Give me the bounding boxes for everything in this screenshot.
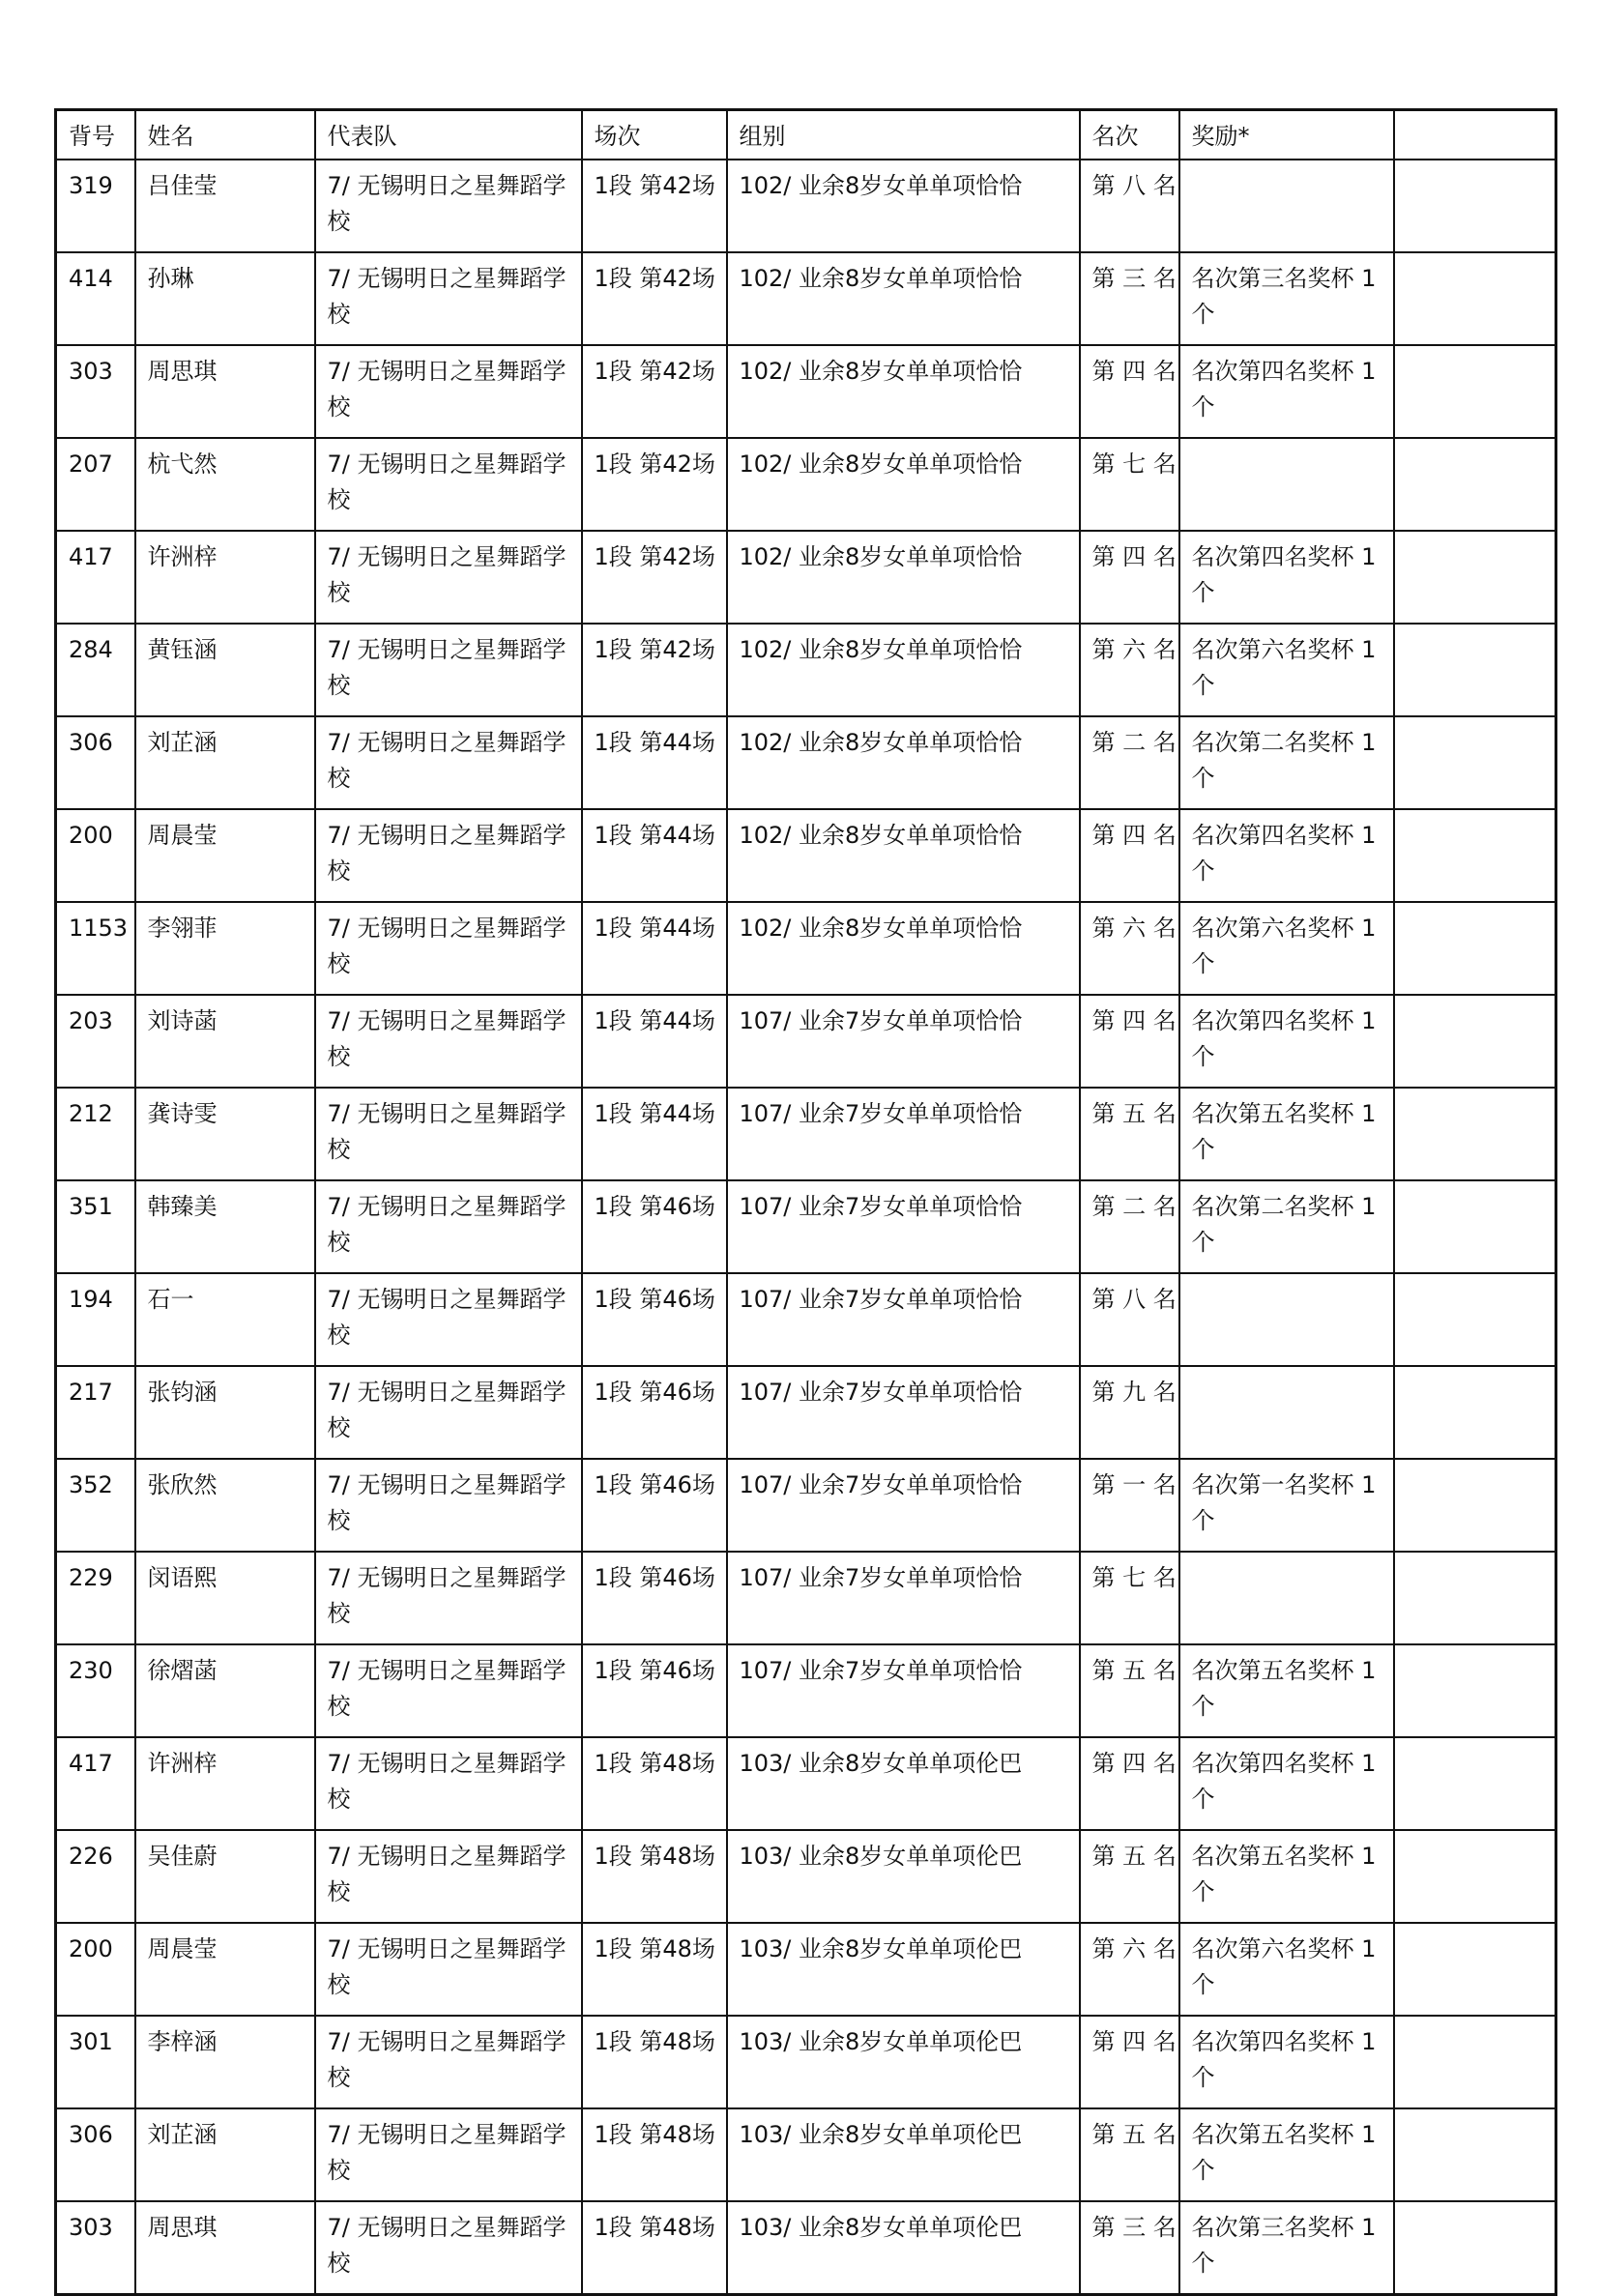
- cell-bib: 217: [56, 1366, 135, 1459]
- header-bib: 背号: [56, 110, 135, 160]
- cell-session: 1段 第48场: [582, 2016, 727, 2108]
- cell-team: 7/ 无锡明日之星舞蹈学校: [315, 1459, 582, 1552]
- table-row: [56, 531, 1556, 624]
- cell-group: 102/ 业余8岁女单单项恰恰: [727, 345, 1080, 438]
- cell-rank: 第 四 名: [1080, 2016, 1179, 2108]
- table-row: [56, 809, 1556, 902]
- cell-group: 102/ 业余8岁女单单项恰恰: [727, 160, 1080, 252]
- cell-team: 7/ 无锡明日之星舞蹈学校: [315, 2201, 582, 2295]
- cell-award: 名次第四名奖杯 1 个: [1179, 995, 1394, 1088]
- cell-extra: [1394, 345, 1556, 438]
- table-row: [56, 438, 1556, 531]
- cell-group: 107/ 业余7岁女单单项恰恰: [727, 1180, 1080, 1273]
- cell-name: 周思琪: [135, 2201, 315, 2295]
- cell-group: 107/ 业余7岁女单单项恰恰: [727, 1552, 1080, 1644]
- table-row: [56, 624, 1556, 716]
- cell-award: 名次第六名奖杯 1 个: [1179, 1923, 1394, 2016]
- cell-team: 7/ 无锡明日之星舞蹈学校: [315, 2016, 582, 2108]
- table-row: [56, 1923, 1556, 2016]
- cell-session: 1段 第44场: [582, 902, 727, 995]
- cell-team: 7/ 无锡明日之星舞蹈学校: [315, 531, 582, 624]
- cell-session: 1段 第46场: [582, 1366, 727, 1459]
- cell-award: [1179, 1552, 1394, 1644]
- cell-group: 102/ 业余8岁女单单项恰恰: [727, 624, 1080, 716]
- cell-award: 名次第五名奖杯 1 个: [1179, 1088, 1394, 1180]
- cell-extra: [1394, 716, 1556, 809]
- table-row: [56, 1273, 1556, 1366]
- cell-bib: 417: [56, 1737, 135, 1830]
- cell-extra: [1394, 252, 1556, 345]
- cell-rank: 第 三 名: [1080, 252, 1179, 345]
- cell-session: 1段 第46场: [582, 1644, 727, 1737]
- cell-bib: 301: [56, 2016, 135, 2108]
- table-row: [56, 716, 1556, 809]
- cell-session: 1段 第42场: [582, 252, 727, 345]
- cell-name: 张钧涵: [135, 1366, 315, 1459]
- cell-session: 1段 第42场: [582, 160, 727, 252]
- table-row: [56, 345, 1556, 438]
- cell-award: 名次第三名奖杯 1 个: [1179, 252, 1394, 345]
- cell-rank: 第 六 名: [1080, 1923, 1179, 2016]
- cell-name: 周思琪: [135, 345, 315, 438]
- cell-group: 103/ 业余8岁女单单项伦巴: [727, 2108, 1080, 2201]
- table-row: [56, 1830, 1556, 1923]
- cell-group: 103/ 业余8岁女单单项伦巴: [727, 1737, 1080, 1830]
- cell-rank: 第 九 名: [1080, 1366, 1179, 1459]
- cell-extra: [1394, 1737, 1556, 1830]
- cell-rank: 第 八 名: [1080, 160, 1179, 252]
- cell-group: 102/ 业余8岁女单单项恰恰: [727, 809, 1080, 902]
- table-row: [56, 995, 1556, 1088]
- cell-award: [1179, 160, 1394, 252]
- cell-award: 名次第四名奖杯 1 个: [1179, 345, 1394, 438]
- cell-group: 103/ 业余8岁女单单项伦巴: [727, 2016, 1080, 2108]
- cell-name: 孙琳: [135, 252, 315, 345]
- cell-extra: [1394, 1366, 1556, 1459]
- cell-group: 102/ 业余8岁女单单项恰恰: [727, 902, 1080, 995]
- cell-session: 1段 第42场: [582, 531, 727, 624]
- table-row: [56, 160, 1556, 252]
- cell-bib: 306: [56, 2108, 135, 2201]
- cell-extra: [1394, 995, 1556, 1088]
- cell-name: 刘芷涵: [135, 2108, 315, 2201]
- table-row: [56, 2016, 1556, 2108]
- cell-group: 103/ 业余8岁女单单项伦巴: [727, 1830, 1080, 1923]
- cell-team: 7/ 无锡明日之星舞蹈学校: [315, 160, 582, 252]
- table-body: [56, 160, 1556, 2295]
- cell-team: 7/ 无锡明日之星舞蹈学校: [315, 624, 582, 716]
- cell-session: 1段 第44场: [582, 1088, 727, 1180]
- cell-extra: [1394, 1923, 1556, 2016]
- cell-award: 名次第四名奖杯 1 个: [1179, 2016, 1394, 2108]
- cell-rank: 第 六 名: [1080, 624, 1179, 716]
- table-row: [56, 1366, 1556, 1459]
- table-row: [56, 1180, 1556, 1273]
- cell-session: 1段 第48场: [582, 2201, 727, 2295]
- cell-bib: 203: [56, 995, 135, 1088]
- cell-bib: 352: [56, 1459, 135, 1552]
- cell-bib: 319: [56, 160, 135, 252]
- cell-name: 李梓涵: [135, 2016, 315, 2108]
- cell-bib: 351: [56, 1180, 135, 1273]
- cell-team: 7/ 无锡明日之星舞蹈学校: [315, 1088, 582, 1180]
- cell-rank: 第 七 名: [1080, 438, 1179, 531]
- cell-bib: 229: [56, 1552, 135, 1644]
- table-row: [56, 2201, 1556, 2295]
- header-name: 姓名: [135, 110, 315, 160]
- cell-team: 7/ 无锡明日之星舞蹈学校: [315, 995, 582, 1088]
- cell-team: 7/ 无锡明日之星舞蹈学校: [315, 716, 582, 809]
- cell-name: 石一: [135, 1273, 315, 1366]
- cell-rank: 第 五 名: [1080, 2108, 1179, 2201]
- cell-award: 名次第五名奖杯 1 个: [1179, 1644, 1394, 1737]
- cell-rank: 第 四 名: [1080, 531, 1179, 624]
- cell-name: 刘诗菡: [135, 995, 315, 1088]
- cell-team: 7/ 无锡明日之星舞蹈学校: [315, 1180, 582, 1273]
- cell-name: 吕佳莹: [135, 160, 315, 252]
- header-group: 组别: [727, 110, 1080, 160]
- cell-rank: 第 七 名: [1080, 1552, 1179, 1644]
- table-row: [56, 252, 1556, 345]
- cell-bib: 230: [56, 1644, 135, 1737]
- cell-bib: 200: [56, 1923, 135, 2016]
- cell-group: 103/ 业余8岁女单单项伦巴: [727, 1923, 1080, 2016]
- cell-rank: 第 四 名: [1080, 345, 1179, 438]
- table-header-row: [56, 110, 1556, 160]
- cell-rank: 第 二 名: [1080, 716, 1179, 809]
- cell-bib: 194: [56, 1273, 135, 1366]
- cell-extra: [1394, 809, 1556, 902]
- cell-name: 龚诗雯: [135, 1088, 315, 1180]
- table-row: [56, 1737, 1556, 1830]
- cell-name: 李翎菲: [135, 902, 315, 995]
- cell-group: 102/ 业余8岁女单单项恰恰: [727, 252, 1080, 345]
- cell-award: 名次第三名奖杯 1 个: [1179, 2201, 1394, 2295]
- cell-name: 周晨莹: [135, 1923, 315, 2016]
- cell-group: 103/ 业余8岁女单单项伦巴: [727, 2201, 1080, 2295]
- cell-extra: [1394, 160, 1556, 252]
- cell-group: 107/ 业余7岁女单单项恰恰: [727, 1459, 1080, 1552]
- cell-rank: 第 五 名: [1080, 1644, 1179, 1737]
- header-rank: 名次: [1080, 110, 1179, 160]
- cell-rank: 第 四 名: [1080, 995, 1179, 1088]
- cell-session: 1段 第44场: [582, 809, 727, 902]
- cell-session: 1段 第46场: [582, 1459, 727, 1552]
- cell-bib: 417: [56, 531, 135, 624]
- cell-name: 许洲梓: [135, 531, 315, 624]
- cell-session: 1段 第46场: [582, 1552, 727, 1644]
- table-row: [56, 1459, 1556, 1552]
- cell-team: 7/ 无锡明日之星舞蹈学校: [315, 1737, 582, 1830]
- cell-bib: 207: [56, 438, 135, 531]
- cell-rank: 第 四 名: [1080, 809, 1179, 902]
- cell-group: 107/ 业余7岁女单单项恰恰: [727, 1088, 1080, 1180]
- cell-award: 名次第六名奖杯 1 个: [1179, 902, 1394, 995]
- cell-team: 7/ 无锡明日之星舞蹈学校: [315, 1830, 582, 1923]
- cell-team: 7/ 无锡明日之星舞蹈学校: [315, 2108, 582, 2201]
- cell-name: 闵语熙: [135, 1552, 315, 1644]
- cell-group: 102/ 业余8岁女单单项恰恰: [727, 716, 1080, 809]
- cell-extra: [1394, 2108, 1556, 2201]
- cell-rank: 第 一 名: [1080, 1459, 1179, 1552]
- table-row: [56, 1088, 1556, 1180]
- cell-session: 1段 第44场: [582, 716, 727, 809]
- cell-award: 名次第五名奖杯 1 个: [1179, 2108, 1394, 2201]
- cell-session: 1段 第48场: [582, 1737, 727, 1830]
- cell-award: 名次第二名奖杯 1 个: [1179, 1180, 1394, 1273]
- cell-name: 吴佳蔚: [135, 1830, 315, 1923]
- cell-rank: 第 五 名: [1080, 1088, 1179, 1180]
- cell-award: [1179, 438, 1394, 531]
- cell-team: 7/ 无锡明日之星舞蹈学校: [315, 809, 582, 902]
- table-row: [56, 2108, 1556, 2201]
- header-award: 奖励*: [1179, 110, 1394, 160]
- cell-award: [1179, 1366, 1394, 1459]
- cell-rank: 第 五 名: [1080, 1830, 1179, 1923]
- cell-session: 1段 第42场: [582, 438, 727, 531]
- header-team: 代表队: [315, 110, 582, 160]
- cell-award: [1179, 1273, 1394, 1366]
- results-table: [54, 108, 1557, 2296]
- cell-team: 7/ 无锡明日之星舞蹈学校: [315, 902, 582, 995]
- cell-bib: 1153: [56, 902, 135, 995]
- cell-bib: 226: [56, 1830, 135, 1923]
- cell-group: 102/ 业余8岁女单单项恰恰: [727, 438, 1080, 531]
- cell-extra: [1394, 1088, 1556, 1180]
- cell-name: 刘芷涵: [135, 716, 315, 809]
- cell-group: 107/ 业余7岁女单单项恰恰: [727, 995, 1080, 1088]
- cell-extra: [1394, 1552, 1556, 1644]
- cell-team: 7/ 无锡明日之星舞蹈学校: [315, 252, 582, 345]
- cell-team: 7/ 无锡明日之星舞蹈学校: [315, 1644, 582, 1737]
- cell-bib: 306: [56, 716, 135, 809]
- cell-name: 杭弋然: [135, 438, 315, 531]
- cell-extra: [1394, 531, 1556, 624]
- cell-name: 韩臻美: [135, 1180, 315, 1273]
- cell-extra: [1394, 1180, 1556, 1273]
- table-row: [56, 902, 1556, 995]
- cell-extra: [1394, 1273, 1556, 1366]
- cell-session: 1段 第46场: [582, 1273, 727, 1366]
- cell-rank: 第 六 名: [1080, 902, 1179, 995]
- cell-session: 1段 第48场: [582, 1830, 727, 1923]
- cell-name: 许洲梓: [135, 1737, 315, 1830]
- cell-bib: 303: [56, 2201, 135, 2295]
- cell-group: 107/ 业余7岁女单单项恰恰: [727, 1644, 1080, 1737]
- cell-name: 黄钰涵: [135, 624, 315, 716]
- cell-session: 1段 第48场: [582, 1923, 727, 2016]
- cell-bib: 212: [56, 1088, 135, 1180]
- cell-award: 名次第四名奖杯 1 个: [1179, 531, 1394, 624]
- cell-name: 张欣然: [135, 1459, 315, 1552]
- cell-session: 1段 第42场: [582, 345, 727, 438]
- cell-rank: 第 三 名: [1080, 2201, 1179, 2295]
- cell-session: 1段 第42场: [582, 624, 727, 716]
- cell-bib: 200: [56, 809, 135, 902]
- cell-extra: [1394, 902, 1556, 995]
- cell-award: 名次第二名奖杯 1 个: [1179, 716, 1394, 809]
- cell-session: 1段 第48场: [582, 2108, 727, 2201]
- cell-bib: 303: [56, 345, 135, 438]
- cell-rank: 第 八 名: [1080, 1273, 1179, 1366]
- cell-team: 7/ 无锡明日之星舞蹈学校: [315, 345, 582, 438]
- table-row: [56, 1644, 1556, 1737]
- cell-extra: [1394, 1644, 1556, 1737]
- cell-name: 徐熠菡: [135, 1644, 315, 1737]
- cell-extra: [1394, 438, 1556, 531]
- header-extra: [1394, 110, 1556, 160]
- cell-session: 1段 第44场: [582, 995, 727, 1088]
- cell-team: 7/ 无锡明日之星舞蹈学校: [315, 1923, 582, 2016]
- cell-award: 名次第五名奖杯 1 个: [1179, 1830, 1394, 1923]
- cell-group: 107/ 业余7岁女单单项恰恰: [727, 1366, 1080, 1459]
- cell-session: 1段 第46场: [582, 1180, 727, 1273]
- cell-bib: 414: [56, 252, 135, 345]
- cell-name: 周晨莹: [135, 809, 315, 902]
- cell-rank: 第 四 名: [1080, 1737, 1179, 1830]
- cell-team: 7/ 无锡明日之星舞蹈学校: [315, 1552, 582, 1644]
- cell-team: 7/ 无锡明日之星舞蹈学校: [315, 1366, 582, 1459]
- cell-extra: [1394, 2201, 1556, 2295]
- cell-award: 名次第一名奖杯 1 个: [1179, 1459, 1394, 1552]
- table-row: [56, 1552, 1556, 1644]
- cell-award: 名次第六名奖杯 1 个: [1179, 624, 1394, 716]
- cell-group: 107/ 业余7岁女单单项恰恰: [727, 1273, 1080, 1366]
- cell-group: 102/ 业余8岁女单单项恰恰: [727, 531, 1080, 624]
- cell-extra: [1394, 624, 1556, 716]
- cell-award: 名次第四名奖杯 1 个: [1179, 1737, 1394, 1830]
- cell-extra: [1394, 1830, 1556, 1923]
- cell-bib: 284: [56, 624, 135, 716]
- cell-extra: [1394, 2016, 1556, 2108]
- cell-team: 7/ 无锡明日之星舞蹈学校: [315, 1273, 582, 1366]
- cell-extra: [1394, 1459, 1556, 1552]
- cell-rank: 第 二 名: [1080, 1180, 1179, 1273]
- cell-team: 7/ 无锡明日之星舞蹈学校: [315, 438, 582, 531]
- cell-award: 名次第四名奖杯 1 个: [1179, 809, 1394, 902]
- header-session: 场次: [582, 110, 727, 160]
